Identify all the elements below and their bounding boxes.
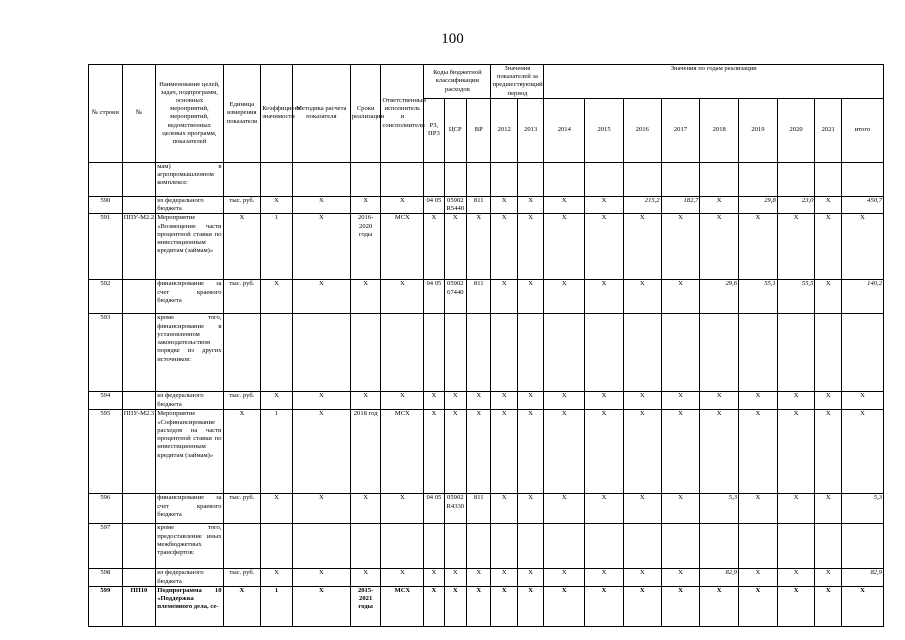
- cell-method: [292, 524, 350, 569]
- table-row: [89, 410, 884, 494]
- cell-year-2016: X: [623, 410, 661, 494]
- cell-unit: X: [223, 586, 261, 626]
- cell-year-2012: X: [491, 214, 517, 280]
- cell-coef: 1: [261, 586, 293, 626]
- cell-csr: 05902 R4330: [444, 494, 466, 524]
- cell-year-2018: [700, 162, 739, 196]
- cell-year-2021: X: [815, 214, 841, 280]
- cell-csr: X: [444, 214, 466, 280]
- cell-year-2014: [544, 314, 585, 392]
- cell-resp: МСХ: [381, 410, 424, 494]
- cell-num: [122, 494, 156, 524]
- header-year-2020: 2020: [777, 98, 815, 162]
- cell-year-2018: 29,6: [700, 280, 739, 314]
- cell-year-2019: X: [739, 214, 778, 280]
- page-number: 100: [441, 31, 464, 47]
- cell-year-2020: [777, 524, 815, 569]
- cell-no: [89, 162, 123, 196]
- cell-name: кроме того, финансирование в установленном законодательством порядке из других источников:: [156, 314, 223, 392]
- cell-year-2015: X: [585, 410, 624, 494]
- cell-unit: тыс. руб.: [223, 569, 261, 586]
- cell-year-2016: [623, 524, 661, 569]
- cell-name: кроме того, предоставление иных межбюджетных трансфертов:: [156, 524, 223, 569]
- cell-csr: 05902 R5440: [444, 196, 466, 213]
- cell-resp: [381, 162, 424, 196]
- cell-year-2018: 5,3: [700, 494, 739, 524]
- cell-no: 593: [89, 314, 123, 392]
- header-unit: Единица измерения показателя: [223, 65, 261, 163]
- cell-year-2013: [517, 314, 543, 392]
- cell-year-2015: X: [585, 280, 624, 314]
- cell-year-2021: X: [815, 196, 841, 213]
- cell-csr: X: [444, 392, 466, 410]
- cell-year-2019: X: [739, 586, 778, 626]
- cell-resp: [381, 314, 424, 392]
- table-row: [89, 214, 884, 280]
- cell-no: 591: [89, 214, 123, 280]
- cell-method: X: [292, 586, 350, 626]
- cell-year-2018: X: [700, 196, 739, 213]
- cell-year-2013: X: [517, 196, 543, 213]
- header-vr: ВР: [467, 98, 491, 162]
- cell-name: Мероприятие «Софинансирование расходов на части процентной ставки по инвестиционным кредитам (займам)»: [156, 410, 223, 494]
- header-budget-codes: Коды бюджетной классификации расходов: [424, 65, 491, 99]
- cell-coef: 1: [261, 410, 293, 494]
- cell-terms: [350, 162, 381, 196]
- header-num: №: [122, 65, 156, 163]
- cell-method: [292, 162, 350, 196]
- cell-unit: тыс. руб.: [223, 196, 261, 213]
- table-body: [89, 162, 884, 626]
- cell-year-2015: X: [585, 586, 624, 626]
- cell-coef: [261, 524, 293, 569]
- header-total: итого: [841, 98, 883, 162]
- cell-year-2019: X: [739, 494, 778, 524]
- cell-coef: [261, 162, 293, 196]
- cell-year-2017: X: [661, 494, 700, 524]
- cell-year-2012: X: [491, 569, 517, 586]
- cell-year-2015: X: [585, 196, 624, 213]
- cell-terms: X: [350, 196, 381, 213]
- table-row: [89, 280, 884, 314]
- cell-name: Мероприятие «Возмещение части процентной ставки по инвестиционным кредитам (займам)»: [156, 214, 223, 280]
- cell-terms: X: [350, 280, 381, 314]
- cell-terms: 2018 год: [350, 410, 381, 494]
- cell-year-2015: X: [585, 569, 624, 586]
- cell-year-2020: [777, 314, 815, 392]
- cell-year-2017: [661, 314, 700, 392]
- table-row: [89, 569, 884, 586]
- cell-csr: 05902 67440: [444, 280, 466, 314]
- cell-year-2012: X: [491, 586, 517, 626]
- cell-vr: X: [467, 214, 491, 280]
- header-year-2017: 2017: [661, 98, 700, 162]
- cell-csr: [444, 524, 466, 569]
- cell-method: X: [292, 280, 350, 314]
- cell-total: X: [841, 410, 883, 494]
- cell-no: 596: [89, 494, 123, 524]
- cell-total: [841, 524, 883, 569]
- cell-year-2018: X: [700, 410, 739, 494]
- cell-year-2012: [491, 162, 517, 196]
- cell-unit: тыс. руб.: [223, 392, 261, 410]
- cell-year-2016: [623, 314, 661, 392]
- cell-num: ПП10: [122, 586, 156, 626]
- cell-method: X: [292, 214, 350, 280]
- cell-unit: [223, 314, 261, 392]
- cell-rz: X: [424, 586, 444, 626]
- cell-rz: X: [424, 214, 444, 280]
- table-row: [89, 392, 884, 410]
- cell-year-2017: X: [661, 280, 700, 314]
- cell-no: 592: [89, 280, 123, 314]
- cell-year-2017: [661, 162, 700, 196]
- cell-num: [122, 569, 156, 586]
- cell-rz: X: [424, 569, 444, 586]
- cell-year-2020: [777, 162, 815, 196]
- cell-year-2016: X: [623, 214, 661, 280]
- cell-total: [841, 314, 883, 392]
- cell-method: X: [292, 196, 350, 213]
- cell-unit: [223, 162, 261, 196]
- cell-vr: X: [467, 586, 491, 626]
- cell-vr: 811: [467, 196, 491, 213]
- cell-year-2020: X: [777, 494, 815, 524]
- cell-num: ППУ-М2.2: [122, 214, 156, 280]
- header-year-2021: 2021: [815, 98, 841, 162]
- cell-coef: X: [261, 392, 293, 410]
- cell-method: X: [292, 392, 350, 410]
- table-row: [89, 524, 884, 569]
- cell-year-2018: [700, 314, 739, 392]
- header-row-no: № строки: [89, 65, 123, 163]
- cell-no: 597: [89, 524, 123, 569]
- cell-coef: X: [261, 569, 293, 586]
- table-row: [89, 314, 884, 392]
- cell-year-2012: X: [491, 494, 517, 524]
- cell-num: [122, 196, 156, 213]
- cell-year-2013: X: [517, 494, 543, 524]
- cell-name: Подпрограмма 10 «Поддержка племенного дела, се-: [156, 586, 223, 626]
- cell-vr: X: [467, 392, 491, 410]
- cell-resp: МСХ: [381, 214, 424, 280]
- cell-year-2012: [491, 524, 517, 569]
- cell-no: 598: [89, 569, 123, 586]
- cell-year-2016: X: [623, 280, 661, 314]
- cell-vr: X: [467, 410, 491, 494]
- cell-year-2013: X: [517, 392, 543, 410]
- header-values-by-year: Значения по годам реализации: [544, 65, 884, 99]
- cell-terms: 2016-2020 годы: [350, 214, 381, 280]
- cell-year-2020: 55,5: [777, 280, 815, 314]
- cell-vr: 811: [467, 494, 491, 524]
- table-row: [89, 494, 884, 524]
- cell-year-2015: X: [585, 214, 624, 280]
- cell-year-2020: X: [777, 569, 815, 586]
- cell-rz: [424, 524, 444, 569]
- cell-vr: [467, 524, 491, 569]
- cell-year-2015: X: [585, 494, 624, 524]
- cell-csr: X: [444, 410, 466, 494]
- cell-year-2016: X: [623, 392, 661, 410]
- cell-year-2017: X: [661, 214, 700, 280]
- cell-name: мам) в агропромышленном комплексе:: [156, 162, 223, 196]
- cell-name: финансирование за счет краевого бюджета: [156, 280, 223, 314]
- cell-total: 140,2: [841, 280, 883, 314]
- table-row: [89, 162, 884, 196]
- cell-coef: X: [261, 280, 293, 314]
- cell-no: 595: [89, 410, 123, 494]
- cell-resp: X: [381, 494, 424, 524]
- table-row: [89, 586, 884, 626]
- cell-year-2019: [739, 314, 778, 392]
- cell-total: [841, 162, 883, 196]
- cell-year-2014: X: [544, 214, 585, 280]
- header-year-2018: 2018: [700, 98, 739, 162]
- cell-resp: МСХ: [381, 586, 424, 626]
- cell-total: X: [841, 214, 883, 280]
- cell-year-2021: [815, 314, 841, 392]
- cell-year-2014: [544, 162, 585, 196]
- cell-year-2013: X: [517, 280, 543, 314]
- cell-year-2021: X: [815, 494, 841, 524]
- header-name: Наименование целей, задач, подпрограмм, основных мероприятий, мероприятий, ведомственных целевых программ, показателей: [156, 65, 223, 163]
- cell-num: ППУ-М2.3: [122, 410, 156, 494]
- cell-year-2020: X: [777, 214, 815, 280]
- cell-resp: X: [381, 196, 424, 213]
- cell-year-2013: X: [517, 214, 543, 280]
- budget-indicators-table: [88, 64, 884, 627]
- cell-resp: X: [381, 569, 424, 586]
- cell-year-2014: [544, 524, 585, 569]
- cell-year-2016: 215,2: [623, 196, 661, 213]
- cell-terms: X: [350, 494, 381, 524]
- cell-year-2017: 182,7: [661, 196, 700, 213]
- cell-year-2012: [491, 314, 517, 392]
- header-responsible: Ответственный исполнитель и соисполнители: [381, 65, 424, 163]
- header-year-2015: 2015: [585, 98, 624, 162]
- cell-csr: X: [444, 586, 466, 626]
- cell-year-2018: [700, 524, 739, 569]
- cell-method: [292, 314, 350, 392]
- cell-resp: [381, 524, 424, 569]
- cell-rz: X: [424, 410, 444, 494]
- cell-rz: 04 05: [424, 494, 444, 524]
- cell-year-2012: X: [491, 196, 517, 213]
- cell-rz: [424, 162, 444, 196]
- cell-total: X: [841, 392, 883, 410]
- cell-num: [122, 524, 156, 569]
- header-year-2016: 2016: [623, 98, 661, 162]
- cell-num: [122, 280, 156, 314]
- cell-year-2021: X: [815, 410, 841, 494]
- header-year-2013: 2013: [517, 98, 543, 162]
- cell-coef: 1: [261, 214, 293, 280]
- cell-year-2016: X: [623, 586, 661, 626]
- cell-csr: [444, 314, 466, 392]
- cell-year-2018: X: [700, 586, 739, 626]
- cell-num: [122, 314, 156, 392]
- header-coef: Коэффициент значимости: [261, 65, 293, 163]
- cell-name: из федерального бюджета: [156, 392, 223, 410]
- cell-year-2020: X: [777, 392, 815, 410]
- cell-year-2020: X: [777, 586, 815, 626]
- cell-year-2016: X: [623, 569, 661, 586]
- cell-total: 5,3: [841, 494, 883, 524]
- cell-year-2013: X: [517, 569, 543, 586]
- cell-year-2013: [517, 524, 543, 569]
- cell-year-2017: [661, 524, 700, 569]
- cell-resp: X: [381, 392, 424, 410]
- cell-year-2014: X: [544, 392, 585, 410]
- cell-name: из федерального бюджета: [156, 196, 223, 213]
- cell-year-2019: X: [739, 410, 778, 494]
- cell-terms: X: [350, 569, 381, 586]
- cell-rz: X: [424, 392, 444, 410]
- cell-year-2013: X: [517, 586, 543, 626]
- cell-year-2015: [585, 524, 624, 569]
- cell-year-2013: X: [517, 410, 543, 494]
- cell-terms: [350, 524, 381, 569]
- cell-vr: 811: [467, 280, 491, 314]
- cell-unit: тыс. руб.: [223, 280, 261, 314]
- cell-year-2015: X: [585, 392, 624, 410]
- cell-year-2014: X: [544, 494, 585, 524]
- cell-year-2014: X: [544, 280, 585, 314]
- cell-year-2021: X: [815, 569, 841, 586]
- cell-csr: [444, 162, 466, 196]
- cell-method: X: [292, 494, 350, 524]
- cell-year-2015: [585, 162, 624, 196]
- cell-year-2012: X: [491, 410, 517, 494]
- cell-csr: X: [444, 569, 466, 586]
- cell-name: финансирование за счет краевого бюджета: [156, 494, 223, 524]
- cell-unit: тыс. руб.: [223, 494, 261, 524]
- cell-year-2014: X: [544, 569, 585, 586]
- cell-resp: X: [381, 280, 424, 314]
- cell-year-2020: X: [777, 410, 815, 494]
- cell-year-2014: X: [544, 196, 585, 213]
- cell-year-2017: X: [661, 392, 700, 410]
- cell-year-2018: X: [700, 214, 739, 280]
- header-csr: ЦСР: [444, 98, 466, 162]
- cell-unit: [223, 524, 261, 569]
- cell-year-2016: X: [623, 494, 661, 524]
- cell-total: X: [841, 586, 883, 626]
- cell-vr: [467, 162, 491, 196]
- cell-year-2017: X: [661, 410, 700, 494]
- cell-no: 599: [89, 586, 123, 626]
- cell-year-2021: [815, 524, 841, 569]
- cell-terms: [350, 314, 381, 392]
- cell-year-2021: [815, 162, 841, 196]
- header-year-2019: 2019: [739, 98, 778, 162]
- header-previous-period: Значения показателей за предшествующий период: [492, 65, 543, 97]
- cell-year-2019: X: [739, 569, 778, 586]
- cell-year-2019: [739, 162, 778, 196]
- header-year-2012: 2012: [491, 98, 517, 162]
- cell-num: [122, 162, 156, 196]
- cell-year-2021: X: [815, 586, 841, 626]
- cell-terms: X: [350, 392, 381, 410]
- cell-vr: [467, 314, 491, 392]
- cell-year-2015: [585, 314, 624, 392]
- header-rz: РЗ, ПР3: [424, 98, 444, 162]
- cell-year-2019: X: [739, 392, 778, 410]
- cell-year-2021: X: [815, 280, 841, 314]
- cell-coef: [261, 314, 293, 392]
- cell-year-2019: [739, 524, 778, 569]
- cell-year-2020: 23,0: [777, 196, 815, 213]
- cell-year-2012: X: [491, 392, 517, 410]
- cell-unit: X: [223, 214, 261, 280]
- cell-year-2021: X: [815, 392, 841, 410]
- header-method: Методика расчета показателя: [292, 65, 350, 163]
- cell-coef: X: [261, 196, 293, 213]
- cell-no: 594: [89, 392, 123, 410]
- header-terms: Сроки реализации: [350, 65, 381, 163]
- cell-year-2014: X: [544, 410, 585, 494]
- cell-year-2018: 82,9: [700, 569, 739, 586]
- cell-year-2018: X: [700, 392, 739, 410]
- cell-total: 450,7: [841, 196, 883, 213]
- cell-year-2013: [517, 162, 543, 196]
- cell-total: 82,9: [841, 569, 883, 586]
- cell-terms: 2015-2021 годы: [350, 586, 381, 626]
- table-row: [89, 196, 884, 213]
- cell-year-2017: X: [661, 569, 700, 586]
- cell-no: 590: [89, 196, 123, 213]
- cell-name: из федерального бюджета: [156, 569, 223, 586]
- cell-rz: 04 05: [424, 280, 444, 314]
- cell-rz: 04 05: [424, 196, 444, 213]
- cell-year-2017: X: [661, 586, 700, 626]
- cell-unit: X: [223, 410, 261, 494]
- cell-year-2019: 29,8: [739, 196, 778, 213]
- cell-method: X: [292, 569, 350, 586]
- cell-num: [122, 392, 156, 410]
- cell-coef: X: [261, 494, 293, 524]
- cell-method: X: [292, 410, 350, 494]
- cell-year-2012: X: [491, 280, 517, 314]
- cell-year-2019: 55,1: [739, 280, 778, 314]
- cell-rz: [424, 314, 444, 392]
- cell-vr: X: [467, 569, 491, 586]
- header-year-2014: 2014: [544, 98, 585, 162]
- cell-year-2014: X: [544, 586, 585, 626]
- cell-year-2016: [623, 162, 661, 196]
